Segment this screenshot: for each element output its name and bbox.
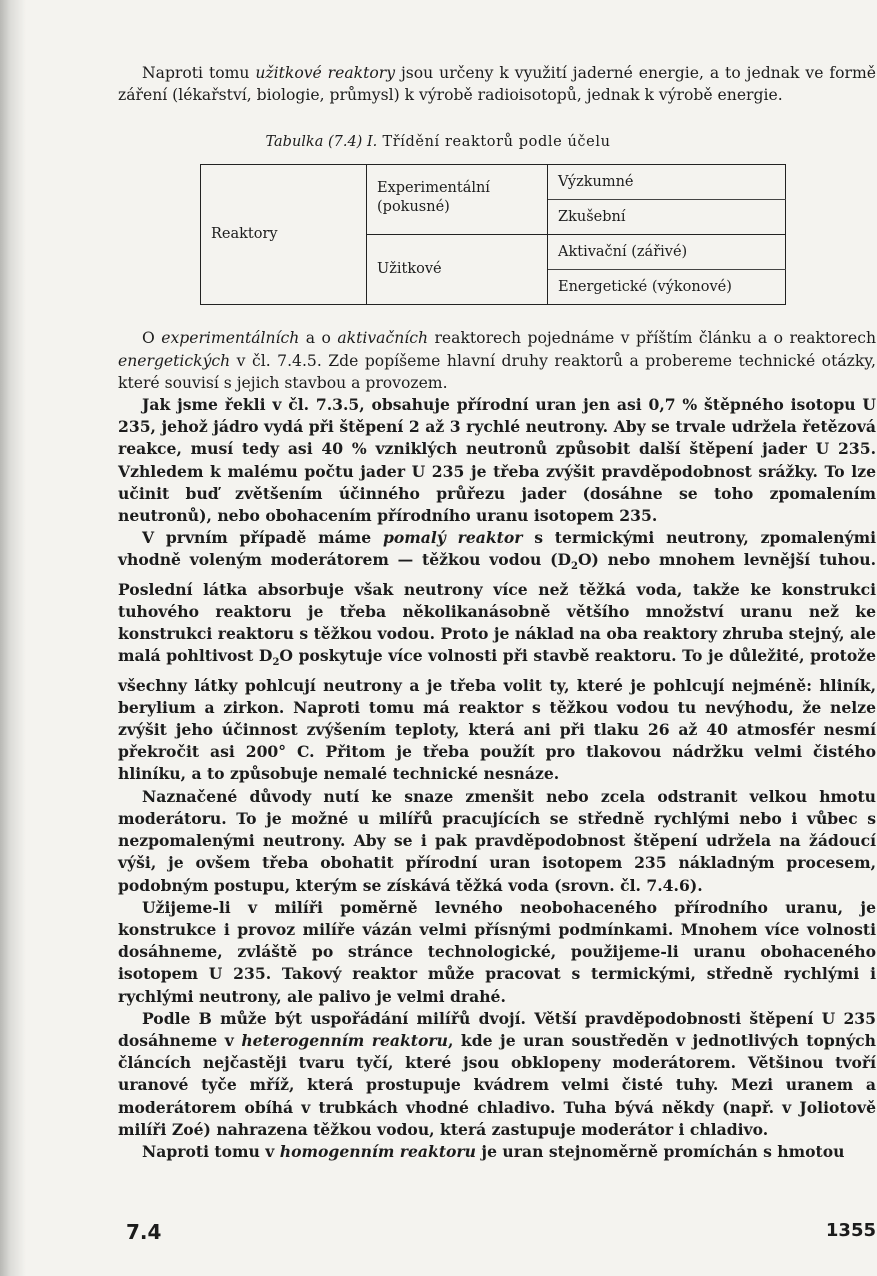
section-number: 7.4 (126, 1220, 162, 1244)
table-caption-label: Tabulka (7.4) I. (265, 134, 378, 151)
table-item-zkusebni: Zkušební (548, 200, 786, 235)
paragraph-heterogeneous: Podle B může být uspořádání milířů dvojí. Větší pravděpodobnosti štěpení U 235 dosáhneme v heterogenním reaktoru, kde je uran soustředěn v jednotlivých topných článcích nejčastěji tvaru tyčí, které jsou obklopeny moderátorem. Většinou tvoří uranové tyče mříž, která prostupuje kvádrem velmi čisté tuhy. Mezi uranem a moderátorem obíhá v trubkách vhodné chladivo. Tuha bývá někdy (např. v Joliotově milíři Zoé) nahrazena těžkou vodou, která zastupuje moderátor i chladivo. (118, 1008, 877, 1139)
page-edge-shadow (0, 0, 26, 1276)
page-content (118, 62, 876, 1163)
table-item-vyzkumne: Výzkumné (548, 165, 786, 200)
table-item-energeticke: Energetické (výkonové) (558, 278, 732, 295)
paragraph-slow-reactor: V prvním případě máme pomalý reaktor s termickými neutrony, zpomalenými vhodně voleným moderátorem — těžkou vodou $(D_2O)$ nebo mnohem levnější tuhou. Poslední látka absorbuje však neutrony více než těžká voda, takže ke konstrukci tuhového reaktoru je třeba několikanásobně většího množství uranu než ke konstrukci reaktoru s těžkou vodou. Proto je náklad na oba reaktory zhruba stejný, ale malá pohltivost $D_2O$ poskytuje více volnosti při stavbě reaktoru. To je důležité, protože všechny látky pohlcují neutrony a je třeba volit ty, které je pohlcují nejméně: hliník, berylium a zirkon. Naproti tomu má reaktor s těžkou vodou tu nevýhodu, že nelze zvýšit jeho účinnost zvýšením teploty, která ani při tlaku 26 až 40 atmosfér nesmí překročit asi 200° C. Přitom je třeba použít pro tlakovou nádržku velmi čistého hliníku, a to způsobuje nemalé technické nesnáze. (118, 528, 877, 784)
paragraph-experimental: O experimentálních a o aktivačních reaktorech pojednáme v příštím článku a o reaktorech energetických v čl. 7.4.5. Zde popíšeme hlavní druhy reaktorů a probereme technické otázky, které souvisí s jejich stavbou a provozem. (118, 329, 876, 392)
paragraph-moderator-reduction: Naznačené důvody nutí ke snaze zmenšit nebo zcela odstranit velkou hmotu moderátoru. To je možné u milířů pracujících se středně rychlými nebo i vůbec s nezpomalenými neutrony. Aby se i pak pravděpodobnost štěpení udržela na žádoucí výši, je ovšem třeba obohatit přírodní uran isotopem 235 nákladným procesem, podobným postupu, kterým se získává těžká voda (srovn. čl. 7.4.6). (118, 786, 876, 895)
paragraph-uranium: Jak jsme řekli v čl. 7.3.5, obsahuje přírodní uran jen asi 0,7 % štěpného isotopu U 235, jehož jádro vydá při štěpení 2 až 3 rychlé neutrony. Aby se trvale udržela řetězová reakce, musí tedy asi 40 % vzniklých neutronů způsobit další štěpení jader U 235. Vzhledem k malému počtu jader U 235 je třeba zvýšit pravděpodobnost srážky. To lze učinit buď zvětšením účinného průřezu jader (dosáhne se toho zpomalením neutronů), nebo obohacením přírodního uranu isotopem 235. (118, 395, 876, 526)
page-footer (126, 1220, 876, 1244)
page-number: 1355 (825, 1220, 876, 1241)
table-main-cell: Reaktory (201, 165, 367, 305)
reactor-classification-table (200, 164, 786, 305)
table-group-utility: Užitkové (367, 235, 548, 305)
paragraph-enriched-uranium: Užijeme-li v milíři poměrně levného neobohaceného přírodního uranu, je konstrukce i provoz milíře vázán velmi přísnými podmínkami. Mnohem více volnosti dosáhneme, zvláště po stránce technologické, použijeme-li uranu obohaceného isotopem U 235. Takový reaktor může pracovat s termickými, středně rychlými i rychlými neutrony, ale palivo je velmi drahé. (118, 897, 876, 1006)
table-item-aktivacni: Aktivační (zářivé) (548, 235, 786, 270)
intro-paragraph: Naproti tomu užitkové reaktory jsou určeny k využití jaderné energie, a to jednak ve formě záření (lékařství, biologie, průmysl) k výrobě radioisotopů, jednak k výrobě energie. (118, 64, 876, 105)
table-caption-title: Třídění reaktorů podle účelu (382, 134, 611, 151)
table-group-experimental: Experimentální (pokusné) (367, 165, 548, 235)
table-caption (118, 134, 758, 150)
paragraph-homogeneous: Naproti tomu v homogenním reaktoru je uran stejnoměrně promíchán s hmotou (142, 1141, 845, 1161)
